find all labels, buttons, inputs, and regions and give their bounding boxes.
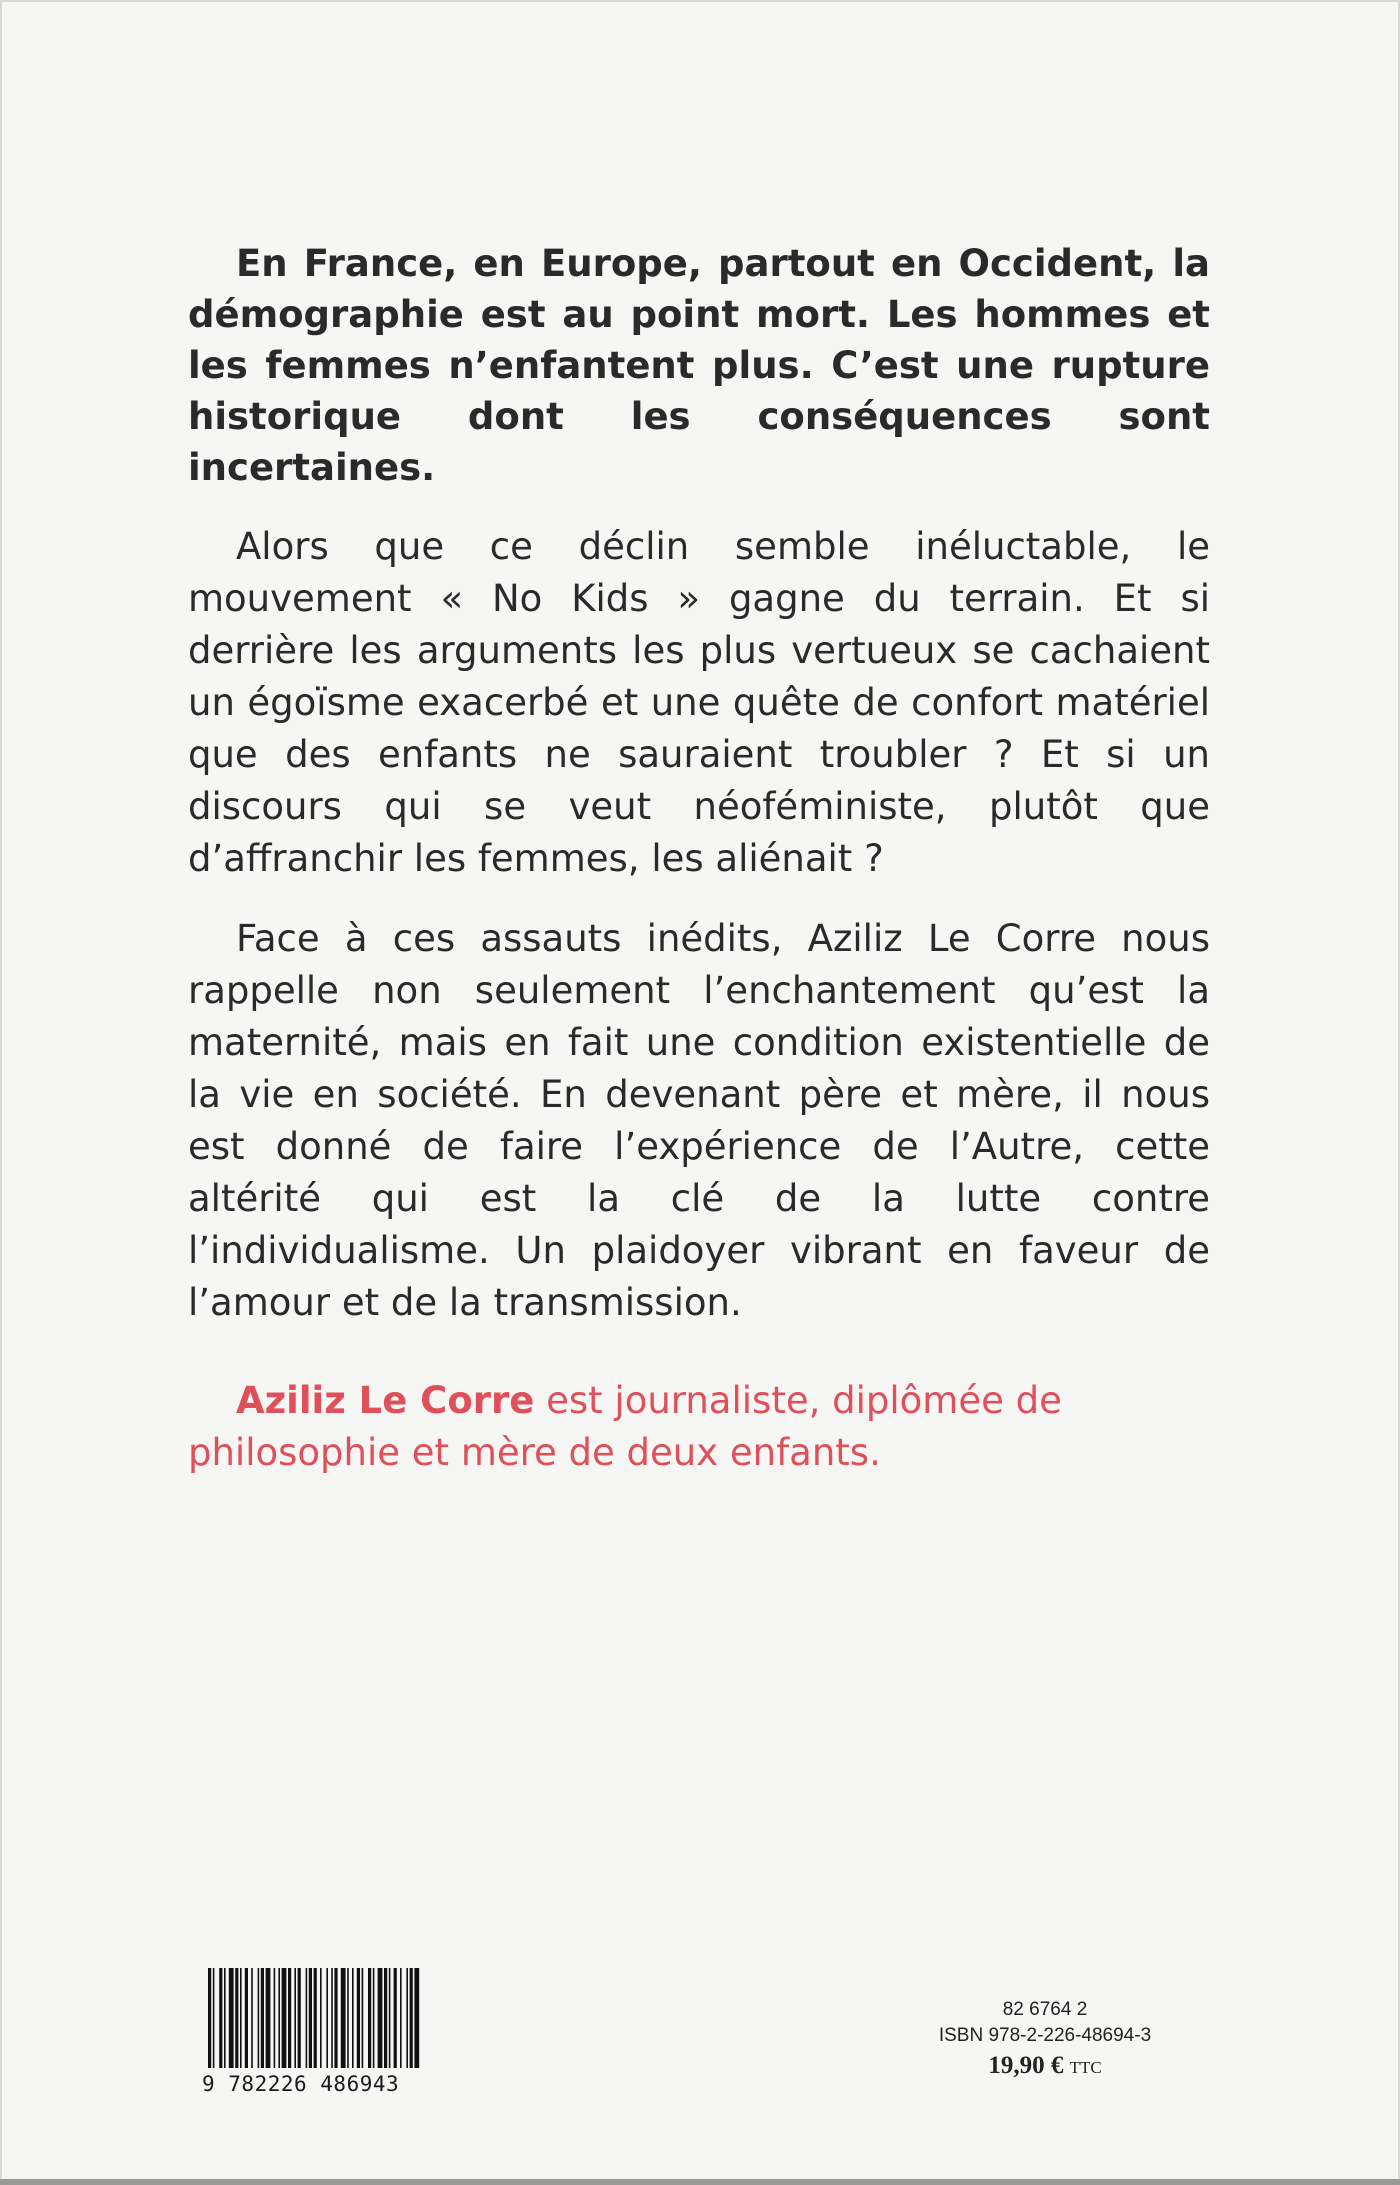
barcode-bar [278,1968,280,2068]
tax-label: TTC [1069,2058,1102,2077]
barcode-bar [378,1968,383,2068]
barcode-bar [288,1968,291,2068]
barcode-bar [362,1968,364,2068]
isbn: ISBN 978-2-226-48694-3 [938,2025,1152,2046]
paragraph-2: Alors que ce déclin semble inéluctable, le mouvement « No Kids » gagne du terrain. Et si derrière les arguments les plus vertueux se cachaient un égoïsme exacerbé et une quête de confort matériel que des enfants ne sauraient troubler ? Et si un discours qui se veut néoféministe, plutôt que d’affranchir les femmes, les aliénait ? [188,525,1210,880]
barcode [202,1968,422,2098]
barcode-bar [235,1968,238,2068]
barcode-bar [331,1968,333,2068]
barcode-bar [326,1968,328,2068]
barcode-bar [282,1968,287,2068]
barcode-bar [298,1968,301,2068]
page-bottom-edge [0,2179,1400,2185]
barcode-bar [251,1968,253,2068]
barcode-bar [240,1968,242,2068]
barcode-bars [202,1968,424,2072]
author-bio [188,1375,1210,1479]
barcode-bar [245,1968,248,2068]
cover-blurb [188,238,1210,1507]
author-bio-text: est journaliste, diplômée de philosophie et mère de deux enfants. [188,1379,1062,1474]
product-code: 82 6764 2 [1002,1999,1088,2020]
barcode-bar [389,1968,391,2068]
price: 19,90 € [988,2052,1064,2079]
barcode-bar [410,1968,413,2068]
barcode-bar [368,1968,371,2068]
barcode-bar [219,1968,222,2068]
price-line [930,2053,1160,2081]
barcode-bar [394,1968,397,2068]
lead-paragraph: En France, en Europe, partout en Occident, la démographie est au point mort. Les hommes et les femmes n’enfantent plus. C’est une rupture historique dont les conséquences sont incertaines. [188,242,1210,489]
barcode-bar [347,1968,349,2068]
barcode-bar [266,1968,271,2068]
barcode-bar [357,1968,360,2068]
barcode-bar [320,1968,322,2068]
barcode-bar [309,1968,312,2068]
barcode-bar [224,1968,226,2068]
barcode-bar [294,1968,296,2068]
barcode-bar [400,1968,402,2068]
barcode-bar [352,1968,354,2068]
paragraph-3: Face à ces assauts inédits, Aziliz Le Corre nous rappelle non seulement l’enchantement qu’est la maternité, mais en fait une condition existentielle de la vie en société. En devenant père et mère, il nous est donné de faire l’expérience de l’Autre, cette altérité qui est la clé de la lutte contre l’individualisme. Un plaidoyer vibrant en faveur de l’amour et de la transmission. [188,917,1210,1324]
barcode-bar [261,1968,264,2068]
barcode-bar [274,1968,276,2068]
barcode-bar [406,1968,408,2068]
barcode-bar [334,1968,337,2068]
barcode-bar [229,1968,234,2068]
barcode-bar [208,1968,211,2068]
barcode-bar [258,1968,260,2068]
barcode-bar [341,1968,346,2068]
barcode-bar [414,1968,419,2068]
barcode-digits: 9 782226 486943 [202,2072,400,2096]
barcode-bar [373,1968,375,2068]
pricing-block [930,1997,1160,2081]
barcode-bar [213,1968,215,2068]
barcode-bar [314,1968,317,2068]
barcode-bar [306,1968,308,2068]
barcode-bar [384,1968,387,2068]
author-name: Aziliz Le Corre [236,1379,535,1422]
